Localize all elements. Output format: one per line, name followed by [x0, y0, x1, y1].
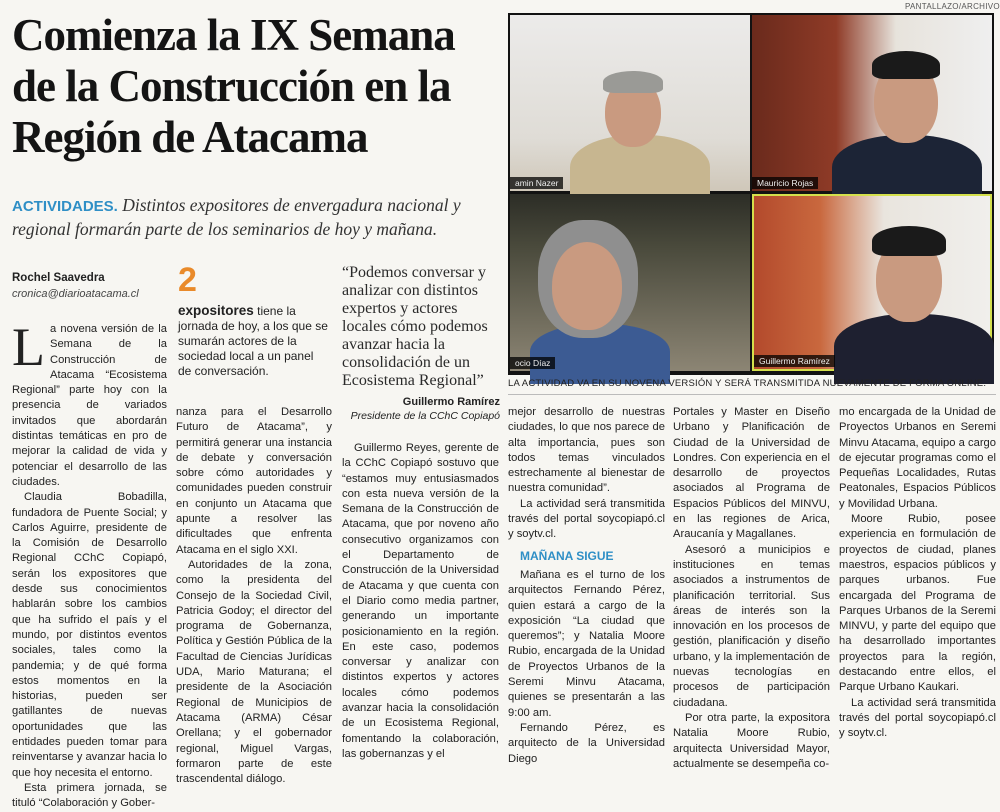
stat-bold: expositores: [178, 303, 254, 318]
body-paragraph: mo encargada de la Unidad de Proyectos Urbanos en Seremi Minvu Atacama, equipo a cargo de ejecutar programas como el Pequeñas Localidades, Rutas Peatonales, Espacios Públicos y Movilidad Urbana.: [839, 406, 996, 510]
body-paragraph: La actividad será transmitida través del portal soycopiapó.cl y soytv.cl.: [508, 497, 665, 541]
body-column-5: [673, 405, 830, 770]
photo-caption: LA ACTIVIDAD VA EN SU NOVENA VERSIÓN Y SERÁ TRANSMITIDA NUEVAMENTE DE FORMA ONLINE.: [508, 378, 987, 389]
person-hair: [872, 226, 946, 256]
body-paragraph: Autoridades de la zona, como la presidenta del Consejo de la Sociedad Civil, Patricia Godoy; el director del programa de Gobernanza, Política y Gestión Pública de la Facultad de Ciencias Jurídicas UDA, Mario Maturana; el presidente de la Asociación Regional de Municipios de Atacama (ARMA) César Orellana; y el gobernador regional, Miguel Vargas, formaron parte de este trascendental diálogo.: [176, 558, 332, 786]
participant-label: Guillermo Ramírez: [754, 355, 835, 367]
pull-quote-attribution: [342, 396, 500, 422]
pull-quote: “Podemos conversar y analizar con distintos expertos y actores locales cómo podemos avanzar hacia la consolidación de un Ecosistema Regional”: [342, 264, 488, 389]
byline: [12, 272, 162, 300]
caption-divider: [508, 394, 996, 395]
video-tile: [752, 15, 992, 191]
stat-text: [178, 303, 328, 379]
body-paragraph: Claudia Bobadilla, fundadora de Puente Social; y Carlos Aguirre, presidente de la Comisión de Desarrollo Regional CChC Copiapó, serán los expositores que desde sus conocimientos hablarán sobre los cambios que ha sufrido el país y el mundo, por distintos eventos sociales, tales como la pandemia; y de qué forma estos momentos en la historias, pueden ser gatillantes de nuevas oportunidades que las entidades pueden tomar para reinventarse y avanzar hacia lo que hoy necesita el entorno.: [12, 491, 167, 779]
stat-desc: tiene la jornada de hoy, a los que se sumarán actores de la sociedad local a un panel de conversación.: [178, 304, 328, 378]
quote-author: Guillermo Ramírez: [402, 396, 500, 408]
video-tile: [510, 15, 750, 191]
author-name: Rochel Saavedra: [12, 272, 105, 284]
quote-role: Presidente de la CChC Copiapó: [350, 410, 500, 422]
headline: Comienza la IX Semana de la Construcción en la Región de Atacama: [12, 10, 455, 162]
body-paragraph: nanza para el Desarrollo Futuro de Atacama”, y permitirá generar una instancia de debate y conversación sobre cómo autoridades y comunidades pueden construir en conjunto un Atacama que apunte a resolver las dificultades que enfrenta Atacama en el siglo XXI.: [176, 406, 332, 556]
body-paragraph: mejor desarrollo de nuestras ciudades, lo que nos parece de alta importancia, pues son todos temas vinculados estrechamente al bienestar de nuestra comunidad”.: [508, 406, 665, 495]
body-paragraph: [12, 317, 167, 490]
body-paragraph: Guillermo Reyes, gerente de la CChC Copiapó sostuvo que “estamos muy entusiasmados con esta nueva versión de la Semana de la Construcción de Atacama, que por noveno año consecutivo organizamos con el Departamento de Construcción de la Universidad de Atacama y que cuenta con el Diario como media partner, generando un importante posicionamiento en la región. En este caso, podemos conversar y analizar con distintos expertos y actores locales cómo podemos avanzar hacia la consolidación de un Ecosistema Regional, fomentando la colaboración, las gobernanzas y el: [342, 442, 499, 760]
video-tile-active: [752, 194, 992, 371]
person-figure: [834, 314, 994, 384]
participant-label: ocio Díaz: [510, 357, 555, 369]
video-call-photo: [508, 13, 994, 375]
lead-kicker: ACTIVIDADES.: [12, 198, 118, 215]
body-column-2: [176, 405, 332, 786]
participant-label: amin Nazer: [510, 177, 563, 189]
photo-credit: PANTALLAZO/ARCHIVO: [905, 2, 1000, 11]
body-column-3: [342, 441, 499, 760]
body-paragraph: Moore Rubio, posee experiencia en formulación de proyectos de ciudad, planes maestros, espacios públicos y parques urbanos. Fue encargada del Programa de Parques Urbanos de la Seremi MINVU, y parte del equipo que ha desarrollado importantes proyectos para la región, destacando entre ellos, el Parque Urbano Kaukari.: [839, 513, 996, 694]
author-email: cronica@diarioatacama.cl: [12, 288, 139, 300]
body-paragraph: Asesoró a municipios e instituciones en temas asociados a instrumentos de planificación territorial. Sus áreas de interés son la innovación en los procesos de gestión, planificación y diseño urbano, y la implementación de nuevas tecnologías en procesos de participación ciudadana.: [673, 543, 830, 709]
person-head: [552, 242, 622, 330]
drop-cap: L: [12, 317, 45, 377]
body-column-1: [12, 317, 167, 810]
lead-text: Distintos expositores de envergadura nacional y regional formarán parte de los seminarios de hoy y mañana.: [12, 195, 461, 239]
section-subhead: MAÑANA SIGUE: [520, 548, 614, 563]
body-paragraph: Mañana es el turno de los arquitectos Fernando Pérez, quien estará a cargo de la exposición “La ciudad que queremos”; y Natalia Moore Rubio, encargada de la Unidad de Proyectos Urbanos de la Seremi Minvu Atacama, quienes se presentarán a las 9:00 am.: [508, 568, 665, 719]
person-hair: [603, 71, 663, 93]
body-paragraph: Fernando Pérez, es arquitecto de la Universidad Diego: [508, 721, 665, 765]
body-paragraph: La actividad será transmitida través del portal soycopiapó.cl y soytv.cl.: [839, 696, 996, 740]
lead-paragraph: [12, 194, 497, 240]
body-text: a novena versión de la Semana de la Construcción de Atacama “Ecosistema Regional” parte hoy con la presencia de variados invitados que abordarán distintas temáticas en pro de mejorar la calidad de vida y potenciar el desarrollo de las ciudades.: [12, 323, 167, 488]
stat-number: 2: [178, 261, 197, 299]
body-column-4: [508, 405, 665, 765]
person-hair: [872, 51, 940, 79]
body-column-6: [839, 405, 996, 749]
body-paragraph: Por otra parte, la expositora Natalia Moore Rubio, arquitecta Universidad Mayor, actualmente se desempeña co-: [673, 711, 830, 770]
body-paragraph: Esta primera jornada, se tituló “Colaboración y Gober-: [12, 781, 167, 810]
body-paragraph: Portales y Master en Diseño Urbano y Planificación de Ciudad de la Universidad de Londres. Con experiencia en el desarrollo de proyectos asociados al Programa de Espacios Públicos del MINVU, en las regiones de Arica, Araucanía y Magallanes.: [673, 406, 830, 541]
participant-label: Mauricio Rojas: [752, 177, 818, 189]
video-tile: [510, 194, 750, 371]
